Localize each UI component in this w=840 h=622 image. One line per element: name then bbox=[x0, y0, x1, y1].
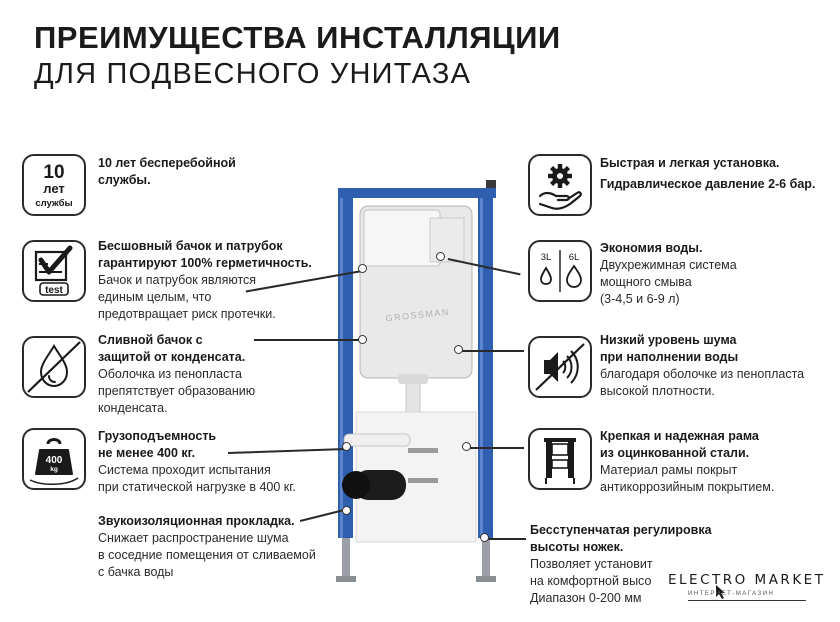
feature-sound-title: Звукоизоляционная прокладка. bbox=[98, 514, 295, 528]
water-saving-icon bbox=[528, 240, 592, 302]
feature-condensation-title-2: защитой от конденсата. bbox=[98, 350, 246, 364]
feature-seamless-tank bbox=[98, 238, 312, 323]
leader-dot-frame bbox=[462, 442, 471, 451]
ten-years-icon bbox=[22, 154, 86, 216]
feature-height-adjust-title-2: высоты ножек. bbox=[530, 540, 624, 554]
page-subtitle: ДЛЯ ПОДВЕСНОГО УНИТАЗА bbox=[34, 58, 472, 90]
leader-dot-water-saving bbox=[436, 252, 445, 261]
left-leg bbox=[342, 538, 350, 580]
right-leg bbox=[482, 538, 490, 580]
low-noise-icon bbox=[528, 336, 592, 398]
logo-main-text: ELECTRO MARKET bbox=[668, 572, 826, 588]
feature-seamless-title-2: гарантируют 100% герметичность. bbox=[98, 256, 312, 270]
steel-frame-icon bbox=[528, 428, 592, 490]
feature-quick-install-title-1: Быстрая и легкая установка. bbox=[600, 156, 780, 170]
feature-sound-insulation bbox=[98, 513, 316, 581]
feature-seamless-text-1: Бачок и патрубок являются bbox=[98, 273, 257, 287]
feature-condensation bbox=[98, 332, 255, 417]
ten-years-word: лет bbox=[43, 181, 65, 196]
feature-sound-text-2: в соседние помещения от сливаемой bbox=[98, 548, 316, 562]
feature-condensation-title-1: Сливной бачок с bbox=[98, 333, 203, 347]
feature-load-capacity bbox=[98, 428, 296, 496]
feature-water-saving bbox=[600, 240, 737, 308]
feature-steel-frame-title-1: Крепкая и надежная рама bbox=[600, 429, 759, 443]
feature-height-adjust-text-3: Диапазон 0-200 мм bbox=[530, 591, 642, 605]
leader-dot-load bbox=[342, 442, 351, 451]
feature-low-noise-title-1: Низкий уровень шума bbox=[600, 333, 737, 347]
cistern-flush-box bbox=[364, 210, 440, 266]
feature-service-life bbox=[98, 155, 236, 189]
feature-load-text-2: при статической нагрузке в 400 кг. bbox=[98, 480, 296, 494]
feature-condensation-text-3: конденсата. bbox=[98, 401, 168, 415]
feature-steel-frame bbox=[600, 428, 774, 496]
feature-condensation-text-2: препятствует образованию bbox=[98, 384, 256, 398]
feature-height-adjust-title-1: Бесступенчатая регулировка bbox=[530, 523, 712, 537]
leader-line-noise bbox=[460, 350, 524, 352]
feature-load-title-1: Грузоподъемность bbox=[98, 429, 217, 443]
feature-steel-frame-text-1: Материал рамы покрыт bbox=[600, 463, 738, 477]
leader-line-condensation bbox=[254, 339, 362, 341]
gear-hand-icon bbox=[528, 154, 592, 216]
water-saving-small: 3L bbox=[540, 252, 552, 263]
feature-water-saving-text-1: Двухрежимная система bbox=[600, 258, 737, 272]
test-caption: test bbox=[45, 285, 63, 296]
test-checkmark-icon bbox=[22, 240, 86, 302]
feature-condensation-text-1: Оболочка из пенопласта bbox=[98, 367, 242, 381]
feature-low-noise-title-2: при наполнении воды bbox=[600, 350, 739, 364]
weight-value: 400 bbox=[45, 455, 63, 466]
no-condensation-icon bbox=[22, 336, 86, 398]
water-saving-large: 6L bbox=[568, 252, 580, 263]
logo-underline bbox=[688, 600, 806, 601]
leader-dot-condensation bbox=[358, 335, 367, 344]
electro-market-logo[interactable] bbox=[668, 570, 826, 610]
feature-height-adjust-text-2: на комфортной высо bbox=[530, 574, 652, 588]
feature-quick-install bbox=[600, 155, 815, 193]
feature-low-noise-text-1: благодаря оболочке из пенопласта bbox=[600, 367, 805, 381]
leader-dot-noise bbox=[454, 345, 463, 354]
ten-years-caption: службы bbox=[35, 198, 73, 209]
feature-seamless-text-2: единым целым, что bbox=[98, 290, 212, 304]
page-title: ПРЕИМУЩЕСТВА ИНСТАЛЛЯЦИИ bbox=[34, 20, 561, 55]
feature-low-noise bbox=[600, 332, 804, 400]
feature-sound-text-3: с бачка воды bbox=[98, 565, 174, 579]
feature-load-text-1: Система проходит испытания bbox=[98, 463, 271, 477]
feature-height-adjust-text-1: Позволяет установит bbox=[530, 557, 653, 571]
leader-line-height bbox=[488, 538, 526, 540]
feature-water-saving-title: Экономия воды. bbox=[600, 241, 703, 255]
leader-dot-seamless bbox=[358, 264, 367, 273]
weight-unit: kg bbox=[50, 466, 58, 473]
tank-brand: GROSSMAN bbox=[385, 306, 451, 324]
feature-low-noise-text-2: высокой плотности. bbox=[600, 384, 715, 398]
frame-top-bar bbox=[338, 188, 496, 198]
feature-water-saving-text-2: мощного смыва bbox=[600, 275, 692, 289]
leader-line-frame bbox=[470, 447, 524, 449]
feature-service-life-title-1: 10 лет бесперебойной bbox=[98, 156, 236, 170]
feature-seamless-text-3: предотвращает риск протечки. bbox=[98, 307, 276, 321]
ten-years-number: 10 bbox=[43, 162, 65, 183]
logo-sub-text: ИНТЕРНЕТ-МАГАЗИН bbox=[688, 591, 775, 597]
feature-service-life-title-2: службы. bbox=[98, 173, 151, 187]
feature-steel-frame-text-2: антикоррозийным покрытием. bbox=[600, 480, 775, 494]
feature-sound-text-1: Снижает распространение шума bbox=[98, 531, 289, 545]
leader-dot-sound bbox=[342, 506, 351, 515]
installation-frame-image bbox=[326, 178, 506, 588]
feature-load-title-2: не менее 400 кг. bbox=[98, 446, 196, 460]
feature-water-saving-text-3: (3-4,5 и 6-9 л) bbox=[600, 292, 680, 306]
weight-400kg-icon bbox=[22, 428, 86, 490]
leader-dot-height bbox=[480, 533, 489, 542]
feature-steel-frame-title-2: из оцинкованной стали. bbox=[600, 446, 750, 460]
water-inlet-pipe bbox=[344, 434, 410, 446]
feature-quick-install-title-2: Гидравлическое давление 2-6 бар. bbox=[600, 177, 816, 191]
feature-seamless-title-1: Бесшовный бачок и патрубок bbox=[98, 239, 283, 253]
